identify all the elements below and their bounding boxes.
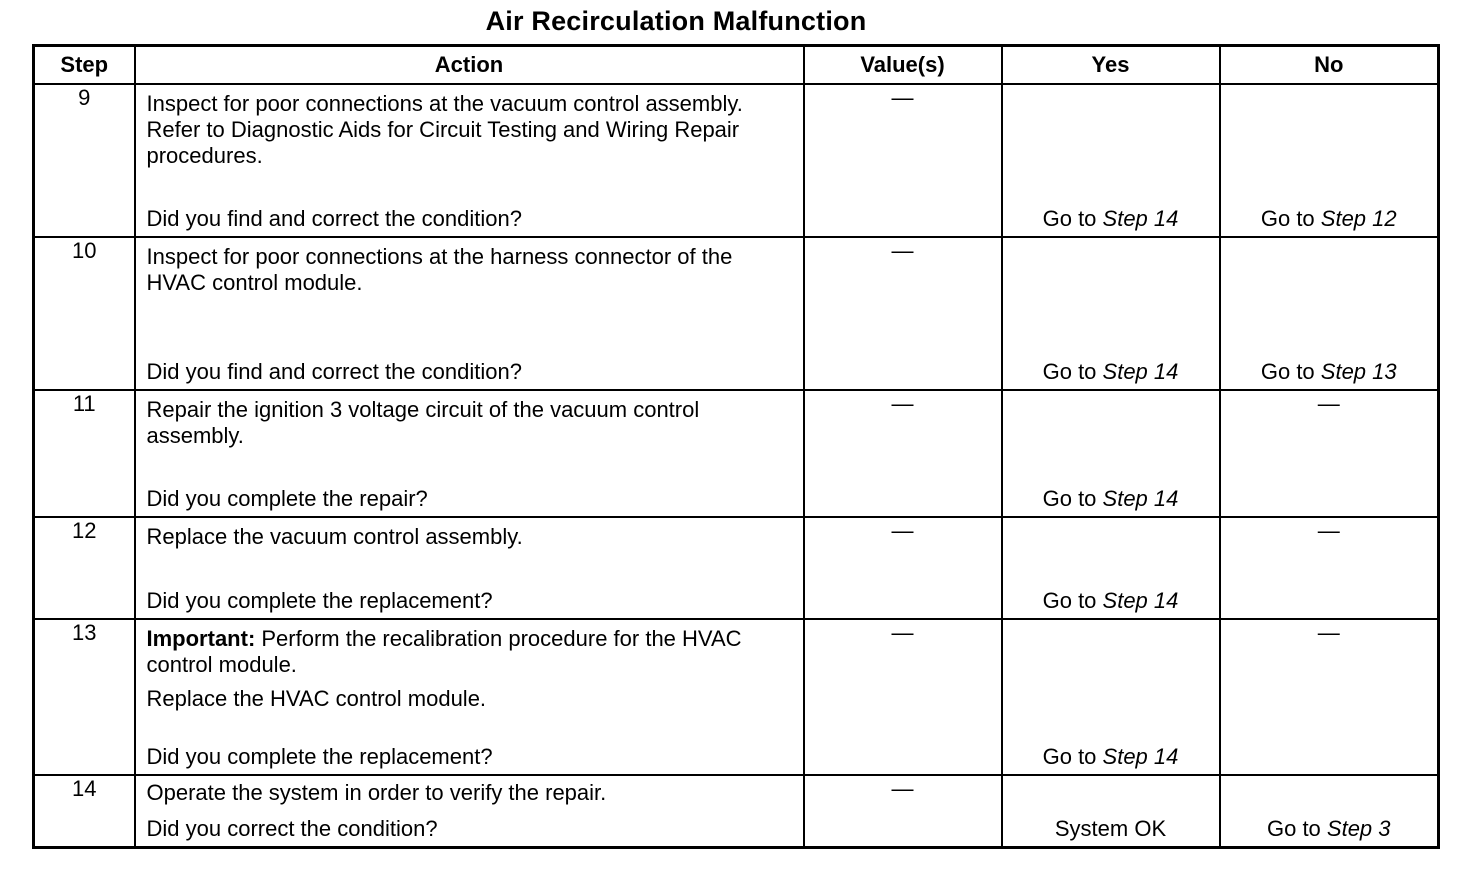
goto-prefix: Go to: [1042, 359, 1103, 384]
value-cell: —: [804, 390, 1002, 517]
action-question: Did you find and correct the condition?: [146, 206, 522, 231]
goto-prefix: Go to: [1266, 816, 1327, 841]
yes-cell: [1002, 775, 1220, 848]
header-yes: Yes: [1002, 46, 1220, 85]
header-values: Value(s): [804, 46, 1002, 85]
action-question: Did you find and correct the condition?: [146, 359, 522, 384]
step-number: 9: [34, 84, 135, 237]
value-cell: —: [804, 84, 1002, 237]
header-row: [34, 46, 1439, 85]
goto-prefix: Go to: [1042, 744, 1103, 769]
no-cell: [1220, 84, 1439, 237]
action-question: Did you complete the replacement?: [146, 744, 493, 769]
action-text: Refer to Diagnostic Aids for Circuit Testing and Wiring Repair procedures.: [146, 117, 740, 168]
yes-cell: [1002, 517, 1220, 619]
no-cell: [1220, 775, 1439, 848]
goto-prefix: Go to: [1260, 359, 1321, 384]
yes-cell: [1002, 237, 1220, 390]
header-step: Step: [34, 46, 135, 85]
important-label: Important:: [146, 626, 256, 651]
action-question: Did you correct the condition?: [146, 816, 438, 841]
step-number: 12: [34, 517, 135, 619]
yes-cell: [1002, 390, 1220, 517]
value-cell: —: [804, 775, 1002, 848]
action-cell: [135, 517, 804, 619]
action-text: Operate the system in order to verify the repair.: [146, 780, 607, 805]
action-cell: [135, 619, 804, 775]
header-action: Action: [135, 46, 804, 85]
diagnostic-table: [32, 44, 1440, 849]
action-cell: [135, 390, 804, 517]
no-step-ref: Step 13: [1320, 359, 1397, 384]
important-note: [147, 626, 795, 678]
action-text: Inspect for poor connections at the vacuum control assembly.: [146, 91, 743, 116]
step-number: 10: [34, 237, 135, 390]
value-cell: —: [804, 517, 1002, 619]
table-row-step-10: [34, 237, 1439, 390]
action-cell: [135, 775, 804, 848]
no-cell: —: [1220, 619, 1439, 775]
table-row-step-9: [34, 84, 1439, 237]
table-row-step-11: [34, 390, 1439, 517]
goto-prefix: Go to: [1042, 486, 1103, 511]
action-cell: [135, 84, 804, 237]
table-row-step-14: [34, 775, 1439, 848]
goto-prefix: Go to: [1042, 206, 1103, 231]
no-cell: [1220, 237, 1439, 390]
action-text: Inspect for poor connections at the harness connector of the HVAC control module.: [146, 244, 733, 295]
header-no: No: [1220, 46, 1439, 85]
action-text: Replace the vacuum control assembly.: [146, 524, 523, 549]
yes-step-ref: Step 14: [1102, 486, 1179, 511]
no-cell: —: [1220, 517, 1439, 619]
action-cell: [135, 237, 804, 390]
table-row-step-13: [34, 619, 1439, 775]
yes-cell: [1002, 619, 1220, 775]
important-text: Perform the recalibration procedure for the HVAC control module.: [146, 626, 742, 677]
step-number: 14: [34, 775, 135, 848]
step-number: 11: [34, 390, 135, 517]
value-cell: —: [804, 619, 1002, 775]
step-number: 13: [34, 619, 135, 775]
no-step-ref: Step 3: [1326, 816, 1391, 841]
action-text: Repair the ignition 3 voltage circuit of the vacuum control assembly.: [146, 397, 700, 448]
no-cell: —: [1220, 390, 1439, 517]
yes-step-ref: Step 14: [1102, 744, 1179, 769]
action-text: Replace the HVAC control module.: [146, 686, 487, 711]
yes-step-ref: Step 14: [1102, 359, 1179, 384]
yes-step-ref: Step 14: [1102, 588, 1179, 613]
table-row-step-12: [34, 517, 1439, 619]
yes-step-ref: Step 14: [1102, 206, 1179, 231]
yes-cell: [1002, 84, 1220, 237]
action-question: Did you complete the repair?: [146, 486, 428, 511]
goto-prefix: Go to: [1260, 206, 1321, 231]
page-title: Air Recirculation Malfunction: [485, 6, 867, 36]
yes-result-text: System OK: [1054, 816, 1167, 841]
action-question: Did you complete the replacement?: [146, 588, 493, 613]
value-cell: —: [804, 237, 1002, 390]
goto-prefix: Go to: [1042, 588, 1103, 613]
no-step-ref: Step 12: [1320, 206, 1397, 231]
